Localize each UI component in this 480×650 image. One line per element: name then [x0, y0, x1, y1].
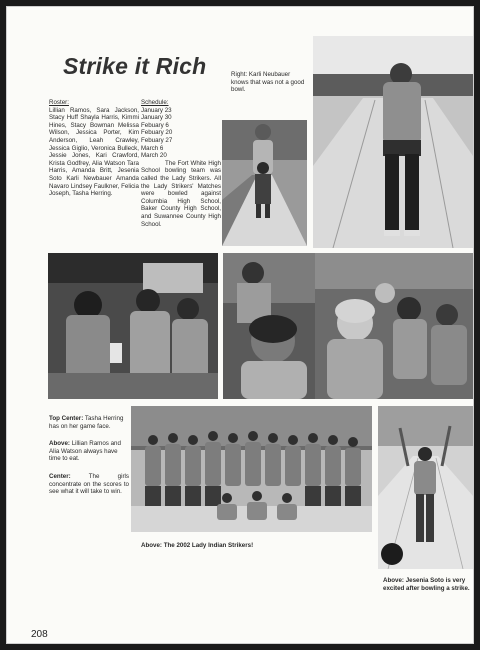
photo-lillian-and-alia-eating — [48, 253, 218, 399]
caption-center-text: The girls concentrate on the scores to see what it will take to win. — [49, 473, 129, 496]
schedule-date: Febuary 27 — [141, 136, 173, 144]
caption-jesenia — [383, 577, 473, 592]
schedule-date: Febuary 6 — [141, 121, 169, 129]
page-title: Strike it Rich — [63, 53, 207, 79]
schedule-date: Febuary 20 — [141, 129, 173, 137]
roster-block — [49, 99, 139, 198]
schedule-date: January 30 — [141, 114, 172, 122]
caption-top-center — [49, 415, 129, 430]
page-number: 208 — [31, 629, 48, 640]
caption-center-label: Center: — [49, 473, 71, 480]
caption-center — [49, 473, 129, 496]
photo-tasha-herring-game-face — [223, 253, 319, 399]
schedule-text: The Fort White High School bowling team was called the Lady Strikers. All the Lady Strikers' Matches were bowled against Columbia High School, Baker County High School, and Suwannee County High School. — [141, 159, 221, 228]
caption-team — [141, 542, 341, 550]
photo-team-group — [131, 406, 372, 532]
caption-above-label: Above: — [49, 440, 70, 447]
schedule-date: March 6 — [141, 144, 164, 152]
caption-right-bowler: Right: Karli Neubauer knows that was not a good bowl. — [231, 71, 305, 94]
photo-jesenia-soto-strike — [378, 406, 473, 569]
caption-top-center-label: Top Center: — [49, 415, 84, 422]
roster-text: Lillian Ramos, Sara Jackson, Stacy Huff Shayla Harris, Kimmi Hines, Stacy Bowman Melissa Wilson, Jessica Porter, Kim Anderson, Leah Crawley, Jessica Giglio, Veronica Bulleck, Jessie Jones, Kari Crawford, Krista Godfrey, Alia Watson Tara Harris, Amanda Britt, Jesenia Soto Karli Newbauer Amanda Navaro Lindsey Faulkner, Felicia Joseph, Tasha Herring. — [49, 106, 139, 198]
schedule-heading: Schedule: — [141, 99, 169, 106]
caption-top-center-text: Tasha Herring has on her game face. — [49, 415, 124, 430]
schedule-date: March 20 — [141, 152, 167, 160]
caption-jesenia-text: Jesenia Soto is very excited after bowling a strike. — [383, 577, 470, 592]
caption-jesenia-label: Above: — [383, 577, 404, 584]
photo-bowler-holding-ball — [222, 120, 307, 246]
caption-above — [49, 440, 129, 463]
schedule-date: January 23 — [141, 106, 172, 114]
photo-karli-neubauer — [313, 36, 473, 248]
caption-team-text: The 2002 Lady Indian Strikers! — [163, 542, 254, 549]
roster-heading: Roster: — [49, 99, 69, 106]
schedule-block — [141, 99, 221, 228]
caption-above-text: Lillian Ramos and Alia Watson always have time to eat. — [49, 440, 121, 463]
caption-team-label: Above: — [141, 542, 162, 549]
photo-girls-concentrate-on-scores — [315, 253, 473, 399]
yearbook-page — [6, 6, 474, 644]
